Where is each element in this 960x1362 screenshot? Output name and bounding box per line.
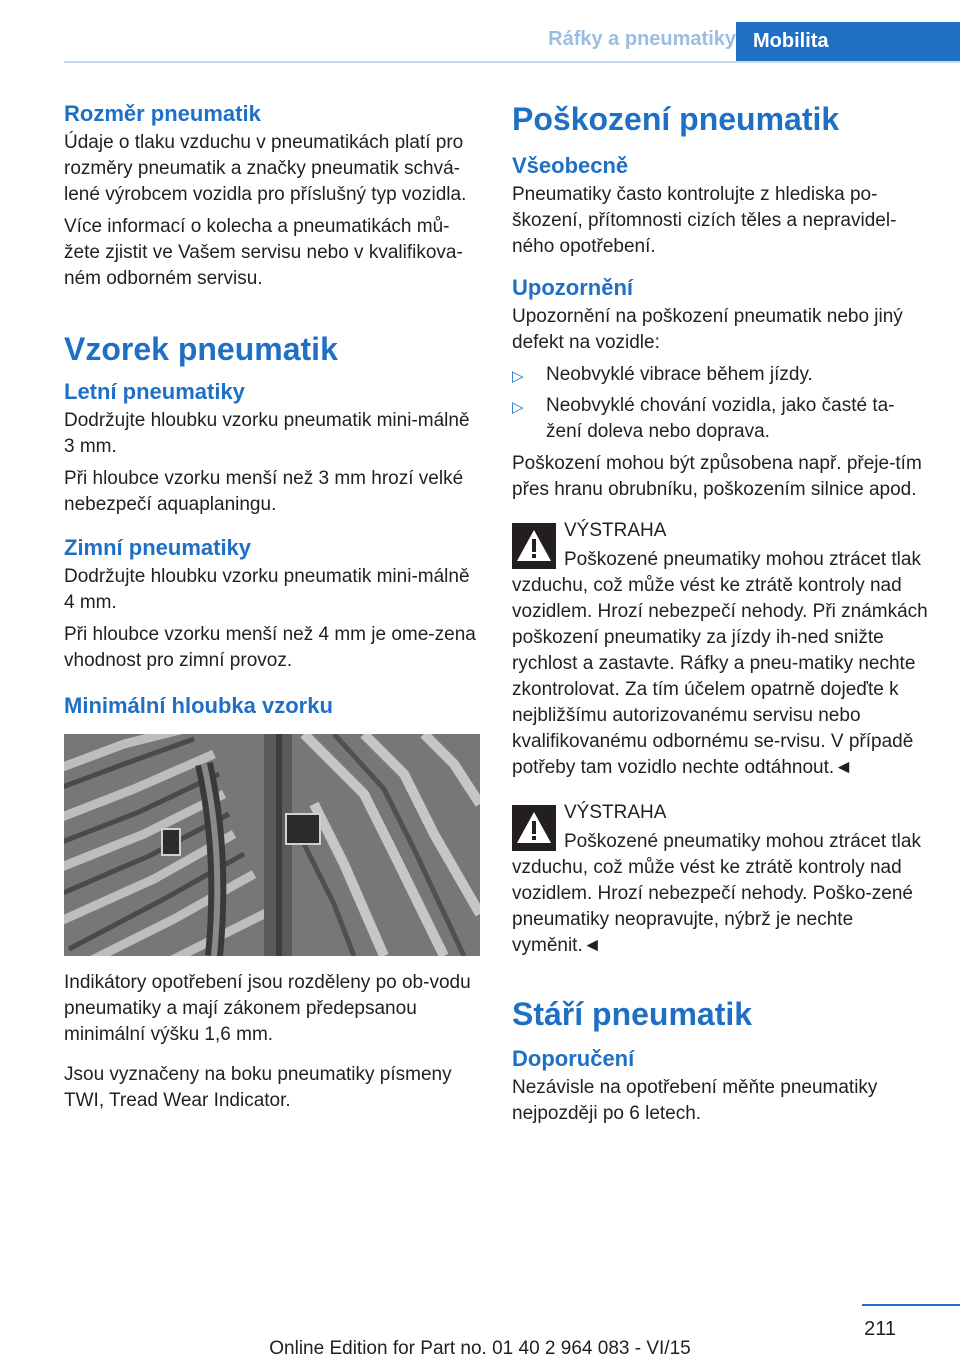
right-column: [512, 100, 930, 1133]
summer-tires-paragraph-2: Při hloubce vzorku menší než 3 mm hrozí velké nebezpečí aquaplaningu.: [64, 468, 464, 515]
header-section-title: Ráfky a pneumatiky: [548, 28, 736, 50]
recommendation-heading: Doporučení: [512, 1046, 635, 1071]
edition-footer: Online Edition for Part no. 01 40 2 964 083 - VI/15: [269, 1338, 691, 1359]
warning-label: VÝSTRAHA: [564, 520, 667, 541]
warning-triangle-icon: [512, 805, 556, 851]
symptom-list: [512, 362, 930, 445]
triangle-right-icon: ▷: [512, 368, 524, 385]
header-chapter-tab: Mobilita: [736, 22, 960, 63]
tread-heading: Vzorek pneumatik: [64, 331, 338, 367]
warning-text: Poškozené pneumatiky mohou ztrácet tlak vzduchu, což může vést ke ztrátě kontroly nad vozidlem. Hrozí nebezpečí nehody. Při známkách poškození pneumatiky za jízdy ih‐ned snižte rychlost a zastavte. Ráfky a pneu‐matiky nechte zkontrolovat. Za tím účelem opatrně dojeďte k nejbližšímu autorizovanému servisu nebo kvalifikovanému odbornému se‐rvisu. V případě potřeby tam vozidlo nechte odtáhnout.◄: [512, 549, 928, 778]
winter-tires-heading: Zimní pneumatiky: [64, 535, 252, 560]
summer-tires-heading: Letní pneumatiky: [64, 379, 245, 404]
list-item: [512, 393, 930, 445]
winter-tires-paragraph-2: Při hloubce vzorku menší než 4 mm je ome‐zena vhodnost pro zimní provoz.: [64, 624, 476, 671]
min-tread-paragraph-2: Jsou vyznačeny na boku pneumatiky písmeny TWI, Tread Wear Indicator.: [64, 1064, 452, 1111]
recommendation-paragraph: Nezávisle na opotřebení měňte pneumatiky nejpozději po 6 letech.: [512, 1077, 878, 1124]
warning-text: Poškozené pneumatiky mohou ztrácet tlak vzduchu, což může vést ke ztrátě kontroly nad vozidlem. Hrozí nebezpečí nehody. Poško‐zené pneumatiky neopravujte, nýbrž je nechte vyměnit.◄: [512, 831, 921, 956]
left-column: [64, 100, 482, 1120]
header-rule: [64, 61, 960, 63]
warning-triangle-icon: [512, 523, 556, 569]
min-tread-paragraph-1: Indikátory opotřebení jsou rozděleny po ob‐vodu pneumatiky a mají zákonem předepsanou minimální výšku 1,6 mm.: [64, 972, 471, 1045]
list-item-text: Neobvyklé vibrace během jízdy.: [546, 364, 813, 385]
tire-damage-heading: Poškození pneumatik: [512, 101, 840, 137]
warning-block-2: [512, 799, 930, 959]
tire-age-heading: Stáří pneumatik: [512, 996, 753, 1032]
min-tread-depth-heading: Minimální hloubka vzorku: [64, 693, 333, 718]
list-item-text: Neobvyklé chování vozidla, jako časté ta‐žení doleva nebo doprava.: [546, 395, 895, 442]
tire-size-heading: Rozměr pneumatik: [64, 101, 261, 126]
tire-size-paragraph-2: Více informací o kolecha a pneumatikách mů‐žete zjistit ve Vašem servisu nebo v kvalifikova‐ném odborném servisu.: [64, 216, 463, 289]
warning-block-1: [512, 517, 930, 781]
tire-size-paragraph-1: Údaje o tlaku vzduchu v pneumatikách platí pro rozměry pneumatik a značky pneumatik schvá‐lené výrobcem vozidla pro příslušný typ vozidla.: [64, 132, 467, 205]
list-item: [512, 362, 930, 388]
notice-heading: Upozornění: [512, 275, 633, 300]
page-number-rule: [862, 1304, 960, 1306]
page-number: 211: [864, 1318, 896, 1340]
winter-tires-paragraph-1: Dodržujte hloubku vzorku pneumatik mini‐málně 4 mm.: [64, 566, 470, 613]
general-paragraph: Pneumatiky často kontrolujte z hlediska po‐škození, přítomnosti cizích těles a nepravidel‐ného opotřebení.: [512, 184, 897, 257]
general-heading: Všeobecně: [512, 153, 629, 178]
damage-cause-paragraph: Poškození mohou být způsobena např. přeje‐tím přes hranu obrubníku, poškozením silnice apod.: [512, 453, 922, 500]
warning-label: VÝSTRAHA: [564, 802, 667, 823]
tire-tread-wear-indicator-image: [64, 734, 480, 956]
notice-paragraph: Upozornění na poškození pneumatik nebo jiný defekt na vozidle:: [512, 306, 903, 353]
summer-tires-paragraph-1: Dodržujte hloubku vzorku pneumatik mini‐málně 3 mm.: [64, 410, 470, 457]
triangle-right-icon: ▷: [512, 399, 524, 416]
